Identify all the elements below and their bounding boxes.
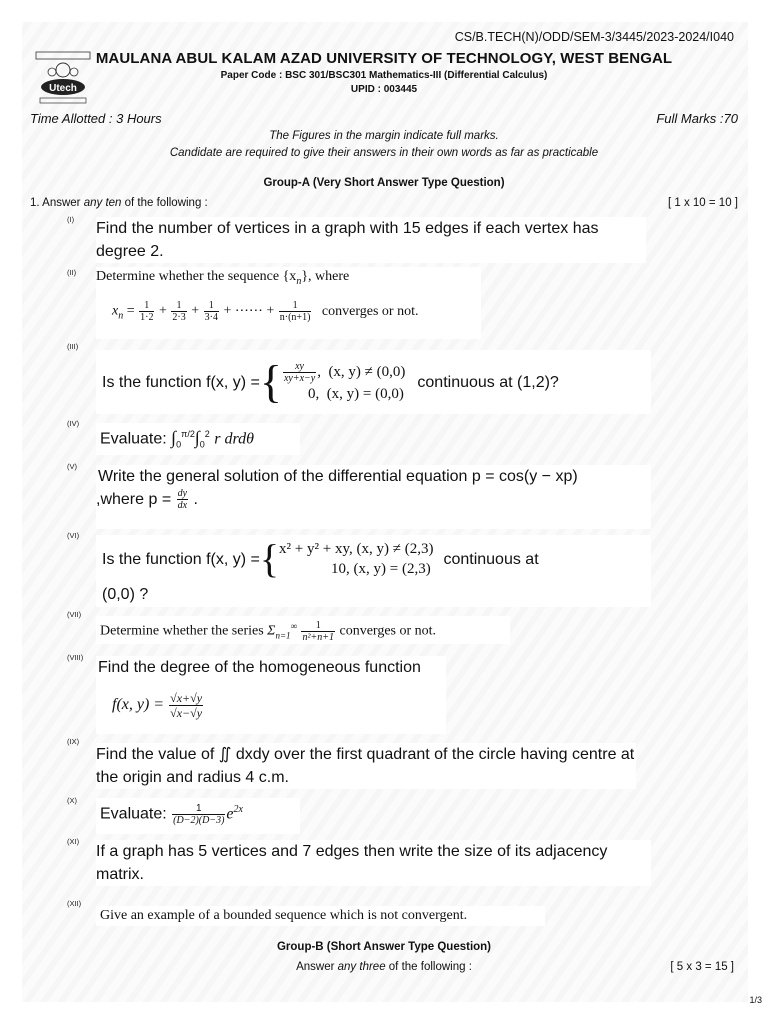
question-number: (IX): [67, 737, 80, 746]
question-1: Find the number of vertices in a graph with 15 edges if each vertex has degree 2.: [96, 217, 646, 263]
full-marks: Full Marks :70: [656, 111, 738, 126]
page-number: 1/3: [749, 995, 762, 1005]
university-name: MAULANA ABUL KALAM AZAD UNIVERSITY OF TECHNOLOGY, WEST BENGAL: [95, 50, 673, 67]
time-allotted: Time Allotted : 3 Hours: [30, 111, 162, 126]
upid: UPID : 003445: [350, 84, 418, 95]
question-number: (III): [67, 342, 79, 351]
question-12: Give an example of a bounded sequence which is not convergent.: [96, 906, 545, 926]
question-3: Is the function f(x, y) = { $\frac{xy}{xy+x-y}$ , (x, y) ≠ (0,0) 0, (x, y) = (0,0) continuous at (1,2)?: [96, 350, 651, 414]
question-5: Write the general solution of the differential equation p = cos(y − xp) ,where p = $\frac{dy}{dx}$ .: [96, 465, 651, 529]
question-number: (VIII): [67, 653, 84, 662]
question-number: (XI): [67, 837, 80, 846]
group-b-marks: [ 5 x 3 = 15 ]: [670, 961, 734, 973]
group-b-instruction: Answer any three of the following :: [296, 961, 472, 973]
question-number: (XII): [67, 899, 82, 908]
group-a-marks: [ 1 x 10 = 10 ]: [667, 197, 738, 209]
paper-reference-code: CS/B.TECH(N)/ODD/SEM-3/3445/2023-2024/I040: [454, 30, 734, 44]
question-number: (I): [67, 215, 75, 224]
question-number: (IV): [67, 419, 80, 428]
question-number: (V): [67, 462, 77, 471]
question-9: Find the value of ∬ dxdy over the first quadrant of the circle having centre at the origin and radius 4 c.m.: [96, 743, 636, 789]
question-2: Determine whether the sequence $\{x_n\}$, where $x_n$ = $\frac{1}{1\cdot 2}$ + $\frac{1}{2\cdot 3}$ + $\frac{1}{3\cdot 4}$ + ⋯⋯ + $\frac{1}{n\cdot(n+1)}$ converges or not.: [96, 267, 481, 339]
question-number: (X): [67, 796, 77, 805]
group-a-instruction: 1. Answer any ten of the following :: [30, 197, 208, 209]
question-4: Evaluate: $\int_0^{\pi/2}\int_0^2$ r drdθ: [96, 423, 300, 455]
group-b-title: Group-B (Short Answer Type Question): [276, 941, 492, 953]
question-number: (II): [67, 268, 77, 277]
instruction-own-words: Candidate are required to give their answers in their own words as far as practicable: [169, 147, 599, 159]
group-a-title: Group-A (Very Short Answer Type Question): [263, 177, 505, 189]
instruction-marks: The Figures in the margin indicate full marks.: [269, 130, 499, 142]
question-10: Evaluate: $\frac{1}{(D-2)(D-3)}$ $e^{2x}$: [96, 798, 300, 834]
svg-text:Utech: Utech: [49, 83, 77, 94]
question-7: Determine whether the series $\Sigma_{n=1}^\infty$ $\frac{1}{\text{n²+n+1}}$ converges or not.: [96, 616, 510, 644]
question-number: (VI): [67, 531, 80, 540]
question-number: (VII): [67, 610, 82, 619]
question-6: Is the function f(x, y) = { x² + y² + xy, (x, y) ≠ (2,3) 10, (x, y) = (2,3) continuous at (0,0) ?: [96, 535, 651, 607]
question-8: Find the degree of the homogeneous function f(x, y) = $\frac{√x+√y}{√x-√y}$: [96, 656, 446, 734]
paper-code: Paper Code : BSC 301/BSC301 Mathematics-III (Differential Calculus): [220, 70, 548, 81]
question-11: If a graph has 5 vertices and 7 edges then write the size of its adjacency matrix.: [96, 840, 651, 886]
